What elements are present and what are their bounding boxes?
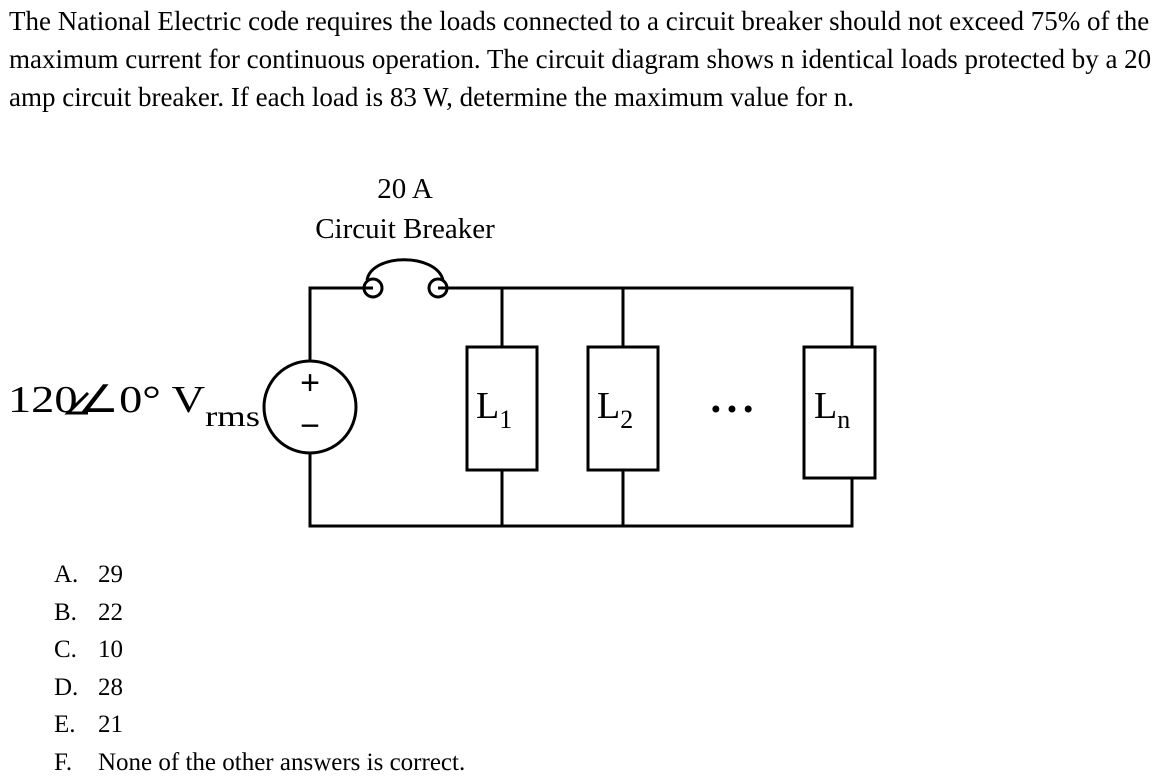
option-text: 21 <box>98 711 123 738</box>
option-letter: B. <box>54 594 98 632</box>
answer-options <box>54 556 465 781</box>
source-minus: − <box>300 407 320 445</box>
option-letter: D. <box>54 669 98 707</box>
source-unit-subscript: rms <box>205 400 260 433</box>
source-plus: + <box>300 364 320 402</box>
load-label-n: $L_n$ <box>814 385 850 434</box>
option-letter: A. <box>54 556 98 594</box>
option-e[interactable] <box>54 706 465 744</box>
breaker-rating: 20 A <box>377 173 433 205</box>
option-d[interactable] <box>54 669 465 707</box>
source-value <box>8 379 260 433</box>
option-letter: C. <box>54 631 98 669</box>
option-letter: E. <box>54 706 98 744</box>
option-f[interactable] <box>54 744 465 781</box>
circuit-wires <box>310 288 852 526</box>
option-text: None of the other answers is correct. <box>98 749 465 776</box>
option-text: 22 <box>98 599 123 626</box>
option-a[interactable] <box>54 556 465 594</box>
load-label-1: $L_1$ <box>476 385 512 434</box>
option-text: 10 <box>98 636 123 663</box>
option-b[interactable] <box>54 594 465 632</box>
source-magnitude-angle: 120∠0° <box>8 379 161 421</box>
question-text: The National Electric code requires the loads connected to a circuit breaker should not exceed 75% of the maximum current for continuous operation. The circuit diagram shows n identical loads protected by a 20 amp circuit breaker. If each load is 83 W, determine the maximum value for n. <box>9 2 1174 116</box>
loads-ellipsis: ••• <box>709 396 757 424</box>
load-label-2: $L_2$ <box>597 385 633 434</box>
option-text: 28 <box>98 674 123 701</box>
option-c[interactable] <box>54 631 465 669</box>
breaker-label: Circuit Breaker <box>315 213 495 245</box>
source-unit: V <box>172 379 206 421</box>
breaker-arc <box>367 260 443 280</box>
option-letter: F. <box>54 744 98 781</box>
option-text: 29 <box>98 561 123 588</box>
